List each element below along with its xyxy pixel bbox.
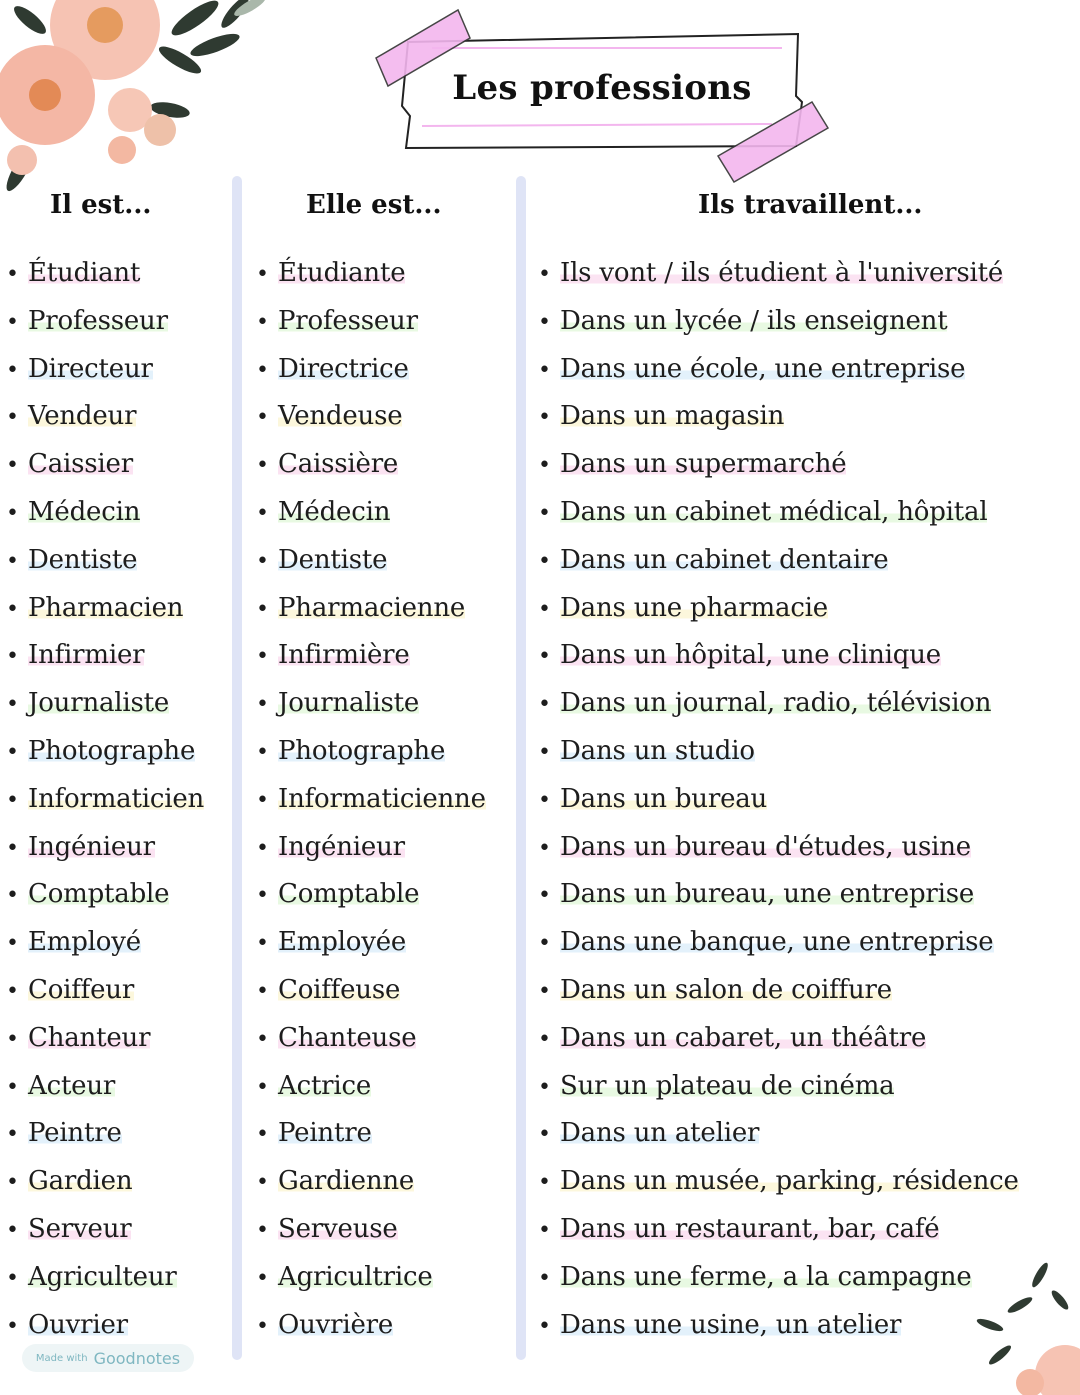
workplace-item: [538, 871, 1080, 919]
bullet-icon: •: [256, 357, 269, 383]
profession-masculine-item: [6, 967, 231, 1015]
profession-feminine-item: [256, 680, 518, 728]
bullet-icon: •: [6, 692, 19, 718]
bullet-icon: •: [6, 1217, 19, 1243]
profession-masculine-item: [6, 489, 231, 537]
bullet-icon: •: [6, 1074, 19, 1100]
workplace-item-label: Dans un bureau: [560, 783, 768, 814]
profession-feminine-item-label: Employée: [278, 927, 407, 958]
profession-masculine-item: [6, 1254, 231, 1302]
profession-feminine-item: [256, 824, 518, 872]
workplace-item-label: Dans un lycée / ils enseignent: [560, 305, 948, 336]
list-ils-travaillent: [538, 250, 1080, 1349]
profession-feminine-item-label: Peintre: [278, 1118, 372, 1149]
bullet-icon: •: [256, 1265, 269, 1291]
workplace-item-label: Ils vont / ils étudient à l'université: [560, 258, 1004, 288]
bullet-icon: •: [538, 1170, 551, 1196]
profession-masculine-item: [6, 585, 231, 633]
workplace-item: [538, 585, 1080, 633]
bullet-icon: •: [538, 978, 551, 1004]
flower-decoration-bottom-right: [970, 1255, 1080, 1395]
profession-feminine-item-label: Directrice: [278, 353, 409, 384]
workplace-item-label: Dans un bureau d'études, usine: [560, 831, 971, 862]
column-divider-1: [232, 176, 242, 1360]
workplace-item-label: Dans un bureau, une entreprise: [560, 879, 975, 910]
profession-masculine-item-label: Étudiant: [28, 258, 141, 288]
bullet-icon: •: [538, 1265, 551, 1291]
workplace-item-label: Dans un studio: [560, 735, 755, 766]
profession-masculine-item: [6, 824, 231, 872]
workplace-item-label: Dans une école, une entreprise: [560, 353, 966, 384]
profession-feminine-item: [256, 1015, 518, 1063]
profession-masculine-item: [6, 298, 231, 346]
profession-feminine-item-label: Médecin: [278, 496, 391, 527]
workplace-item: [538, 776, 1080, 824]
bullet-icon: •: [256, 787, 269, 813]
profession-feminine-item: [256, 585, 518, 633]
list-elle-est: [256, 250, 518, 1349]
bullet-icon: •: [256, 692, 269, 718]
profession-feminine-item-label: Infirmière: [278, 640, 410, 671]
profession-feminine-item: [256, 489, 518, 537]
workplace-item-label: Dans un cabaret, un théâtre: [560, 1022, 927, 1053]
profession-masculine-item: [6, 632, 231, 680]
profession-feminine-item-label: Serveuse: [278, 1213, 398, 1244]
profession-masculine-item-label: Journaliste: [28, 688, 170, 719]
workplace-item-label: Dans un salon de coiffure: [560, 974, 892, 1005]
profession-masculine-item-label: Dentiste: [28, 544, 138, 575]
bullet-icon: •: [256, 978, 269, 1004]
bullet-icon: •: [256, 309, 269, 335]
workplace-item: [538, 1110, 1080, 1158]
bullet-icon: •: [256, 405, 269, 431]
workplace-item-label: Dans une banque, une entreprise: [560, 927, 994, 958]
bullet-icon: •: [6, 405, 19, 431]
bullet-icon: •: [538, 1313, 551, 1339]
bullet-icon: •: [256, 1217, 269, 1243]
bullet-icon: •: [538, 596, 551, 622]
profession-masculine-item: [6, 1158, 231, 1206]
profession-feminine-item: [256, 1254, 518, 1302]
bullet-icon: •: [256, 883, 269, 909]
bullet-icon: •: [538, 835, 551, 861]
profession-masculine-item: [6, 728, 231, 776]
workplace-item: [538, 250, 1080, 298]
bullet-icon: •: [538, 931, 551, 957]
profession-feminine-item-label: Chanteuse: [278, 1022, 417, 1053]
bullet-icon: •: [538, 1074, 551, 1100]
workplace-item-label: Sur un plateau de cinéma: [560, 1070, 895, 1101]
bullet-icon: •: [6, 739, 19, 765]
profession-masculine-item-label: Directeur: [28, 353, 153, 384]
profession-feminine-item-label: Caissière: [278, 449, 399, 480]
profession-masculine-item-label: Comptable: [28, 879, 170, 910]
profession-feminine-item-label: Gardienne: [278, 1166, 415, 1197]
profession-feminine-item-label: Ouvrière: [278, 1309, 394, 1340]
workplace-item-label: Dans une usine, un atelier: [560, 1309, 902, 1340]
profession-masculine-item: [6, 1110, 231, 1158]
workplace-item-label: Dans un atelier: [560, 1118, 760, 1149]
workplace-item: [538, 393, 1080, 441]
flower-decoration-top-left: [0, 0, 270, 200]
watermark-brand: Goodnotes: [93, 1348, 181, 1368]
bullet-icon: •: [256, 262, 269, 287]
bullet-icon: •: [538, 262, 551, 287]
profession-feminine-item: [256, 1158, 518, 1206]
bullet-icon: •: [256, 1026, 269, 1052]
workplace-item-label: Dans un magasin: [560, 401, 785, 432]
page-title: Les professions: [452, 68, 752, 108]
profession-feminine-item: [256, 967, 518, 1015]
bullet-icon: •: [256, 1170, 269, 1196]
workplace-item: [538, 919, 1080, 967]
bullet-icon: •: [6, 787, 19, 813]
profession-masculine-item: [6, 1063, 231, 1111]
workplace-item-label: Dans une ferme, a la campagne: [560, 1261, 972, 1292]
profession-masculine-item-label: Serveur: [28, 1213, 132, 1244]
profession-masculine-item-label: Photographe: [28, 735, 196, 766]
workplace-item: [538, 967, 1080, 1015]
bullet-icon: •: [6, 978, 19, 1004]
profession-feminine-item: [256, 1206, 518, 1254]
profession-feminine-item: [256, 632, 518, 680]
profession-masculine-item-label: Chanteur: [28, 1022, 151, 1053]
profession-feminine-item: [256, 1302, 518, 1350]
bullet-icon: •: [6, 1170, 19, 1196]
bullet-icon: •: [6, 644, 19, 670]
workplace-item: [538, 441, 1080, 489]
bullet-icon: •: [538, 739, 551, 765]
workplace-item: [538, 728, 1080, 776]
goodnotes-watermark: [22, 1344, 194, 1372]
bullet-icon: •: [6, 357, 19, 383]
title-banner: [372, 6, 832, 186]
workplace-item: [538, 489, 1080, 537]
bullet-icon: •: [538, 453, 551, 479]
workplace-item: [538, 537, 1080, 585]
profession-masculine-item: [6, 537, 231, 585]
workplace-item: [538, 298, 1080, 346]
bullet-icon: •: [538, 500, 551, 526]
profession-masculine-item-label: Ingénieur: [28, 831, 155, 862]
bullet-icon: •: [538, 644, 551, 670]
bullet-icon: •: [256, 453, 269, 479]
bullet-icon: •: [538, 883, 551, 909]
profession-feminine-item-label: Photographe: [278, 735, 446, 766]
bullet-icon: •: [256, 644, 269, 670]
workplace-item-label: Dans un cabinet dentaire: [560, 544, 889, 575]
watermark-prefix: Made with: [35, 1352, 88, 1364]
profession-feminine-item: [256, 298, 518, 346]
profession-masculine-item-label: Gardien: [28, 1166, 133, 1197]
workplace-item: [538, 1063, 1080, 1111]
column-header-il-est: Il est...: [50, 190, 152, 220]
profession-masculine-item: [6, 393, 231, 441]
bullet-icon: •: [6, 309, 19, 335]
workplace-item-label: Dans un supermarché: [560, 449, 847, 480]
bullet-icon: •: [256, 739, 269, 765]
profession-masculine-item-label: Peintre: [28, 1118, 122, 1149]
profession-feminine-item-label: Pharmacienne: [278, 592, 466, 623]
workplace-item-label: Dans un cabinet médical, hôpital: [560, 496, 988, 527]
profession-masculine-item-label: Vendeur: [28, 401, 137, 432]
profession-masculine-item: [6, 1015, 231, 1063]
bullet-icon: •: [256, 596, 269, 622]
profession-feminine-item-label: Informaticienne: [278, 783, 486, 814]
profession-masculine-item: [6, 1302, 231, 1350]
bullet-icon: •: [6, 548, 19, 574]
profession-feminine-item: [256, 1110, 518, 1158]
profession-feminine-item-label: Ingénieur: [278, 831, 405, 862]
profession-masculine-item: [6, 776, 231, 824]
profession-masculine-item-label: Pharmacien: [28, 592, 184, 623]
profession-feminine-item-label: Étudiante: [278, 258, 406, 288]
bullet-icon: •: [538, 1122, 551, 1148]
profession-feminine-item: [256, 346, 518, 394]
bullet-icon: •: [256, 1074, 269, 1100]
profession-feminine-item-label: Comptable: [278, 879, 420, 910]
profession-masculine-item-label: Caissier: [28, 449, 133, 480]
profession-masculine-item-label: Acteur: [28, 1070, 116, 1101]
profession-feminine-item-label: Agricultrice: [278, 1261, 433, 1292]
profession-masculine-item-label: Agriculteur: [28, 1261, 177, 1292]
bullet-icon: •: [538, 787, 551, 813]
bullet-icon: •: [256, 1313, 269, 1339]
bullet-icon: •: [6, 500, 19, 526]
profession-masculine-item-label: Coiffeur: [28, 974, 135, 1005]
bullet-icon: •: [6, 931, 19, 957]
profession-feminine-item: [256, 728, 518, 776]
workplace-item-label: Dans un hôpital, une clinique: [560, 640, 941, 671]
bullet-icon: •: [6, 1313, 19, 1339]
profession-masculine-item: [6, 346, 231, 394]
bullet-icon: •: [6, 262, 19, 287]
profession-feminine-item-label: Coiffeuse: [278, 974, 401, 1005]
profession-feminine-item: [256, 871, 518, 919]
profession-masculine-item-label: Ouvrier: [28, 1309, 128, 1340]
profession-feminine-item: [256, 776, 518, 824]
column-header-elle-est: Elle est...: [306, 190, 442, 220]
profession-masculine-item-label: Professeur: [28, 305, 168, 336]
bullet-icon: •: [538, 309, 551, 335]
profession-feminine-item: [256, 537, 518, 585]
profession-masculine-item: [6, 680, 231, 728]
workplace-item: [538, 1015, 1080, 1063]
profession-feminine-item: [256, 250, 518, 298]
profession-feminine-item: [256, 1063, 518, 1111]
bullet-icon: •: [538, 1026, 551, 1052]
profession-masculine-item: [6, 250, 231, 298]
workplace-item: [538, 346, 1080, 394]
bullet-icon: •: [256, 500, 269, 526]
profession-masculine-item-label: Infirmier: [28, 640, 145, 671]
profession-masculine-item-label: Informaticien: [28, 783, 205, 814]
profession-masculine-item: [6, 441, 231, 489]
column-header-ils-travaillent: Ils travaillent...: [698, 190, 923, 220]
workplace-item-label: Dans un restaurant, bar, café: [560, 1213, 940, 1244]
bullet-icon: •: [6, 1026, 19, 1052]
bullet-icon: •: [6, 1122, 19, 1148]
profession-feminine-item: [256, 919, 518, 967]
bullet-icon: •: [538, 357, 551, 383]
bullet-icon: •: [256, 931, 269, 957]
workplace-item-label: Dans une pharmacie: [560, 592, 828, 623]
profession-feminine-item-label: Professeur: [278, 305, 418, 336]
bullet-icon: •: [538, 1217, 551, 1243]
profession-feminine-item-label: Journaliste: [278, 688, 420, 719]
profession-feminine-item-label: Vendeuse: [278, 401, 403, 432]
bullet-icon: •: [6, 835, 19, 861]
profession-feminine-item-label: Actrice: [278, 1070, 372, 1101]
profession-masculine-item-label: Médecin: [28, 496, 141, 527]
workplace-item: [538, 1206, 1080, 1254]
profession-masculine-item: [6, 1206, 231, 1254]
bullet-icon: •: [256, 548, 269, 574]
bullet-icon: •: [6, 1265, 19, 1291]
bullet-icon: •: [538, 692, 551, 718]
profession-masculine-item: [6, 919, 231, 967]
profession-feminine-item: [256, 441, 518, 489]
bullet-icon: •: [538, 405, 551, 431]
profession-feminine-item: [256, 393, 518, 441]
profession-masculine-item: [6, 871, 231, 919]
workplace-item: [538, 680, 1080, 728]
workplace-item-label: Dans un journal, radio, télévision: [560, 688, 992, 719]
bullet-icon: •: [6, 453, 19, 479]
bullet-icon: •: [256, 835, 269, 861]
workplace-item: [538, 1158, 1080, 1206]
profession-masculine-item-label: Employé: [28, 927, 141, 958]
workplace-item-label: Dans un musée, parking, résidence: [560, 1166, 1019, 1197]
workplace-item: [538, 824, 1080, 872]
list-il-est: [6, 250, 231, 1349]
bullet-icon: •: [256, 1122, 269, 1148]
workplace-item: [538, 632, 1080, 680]
bullet-icon: •: [538, 548, 551, 574]
bullet-icon: •: [6, 596, 19, 622]
profession-feminine-item-label: Dentiste: [278, 544, 388, 575]
bullet-icon: •: [6, 883, 19, 909]
